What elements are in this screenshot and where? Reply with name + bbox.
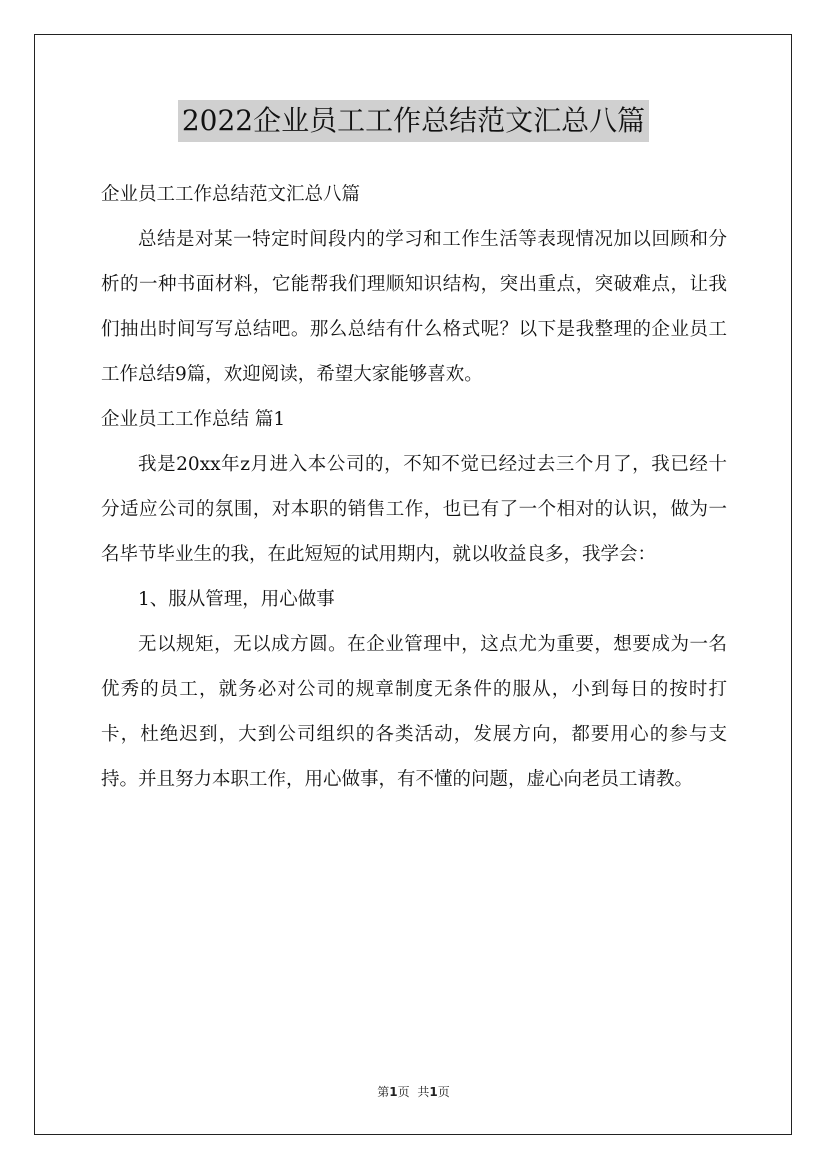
document-title: 2022企业员工工作总结范文汇总八篇	[178, 100, 649, 142]
page-footer	[0, 1082, 827, 1102]
section-heading: 企业员工工作总结 篇1	[101, 409, 286, 430]
page-number-current: 1	[389, 1085, 398, 1099]
title-container	[0, 100, 827, 142]
page-total-prefix: 共	[417, 1085, 430, 1099]
list-item-heading: 1、服从管理，用心做事	[138, 589, 335, 610]
page-number-suffix: 页	[397, 1085, 410, 1099]
page-total-suffix: 页	[437, 1085, 450, 1099]
body-paragraph: 我是20xx年z月进入本公司的，不知不觉已经过去三个月了，我已经十分适应公司的氛围，对本职的销售工作，也已有了一个相对的认识，做为一名毕节毕业生的我，在此短短的试用期内，就以收益良多，我学会：	[101, 454, 727, 565]
body-paragraph: 无以规矩，无以成方圆。在企业管理中，这点尤为重要，想要成为一名优秀的员工，就务必对公司的规章制度无条件的服从，小到每日的按时打卡，杜绝迟到，大到公司组织的各类活动，发展方向，都要用心的参与支持。并且努力本职工作，用心做事，有不懂的问题，虚心向老员工请教。	[101, 634, 727, 790]
document-body	[101, 172, 727, 802]
subtitle-paragraph: 企业员工工作总结范文汇总八篇	[101, 184, 361, 205]
page-total: 1	[429, 1085, 438, 1099]
intro-paragraph: 总结是对某一特定时间段内的学习和工作生活等表现情况加以回顾和分析的一种书面材料，它能帮我们理顺知识结构，突出重点，突破难点，让我们抽出时间写写总结吧。那么总结有什么格式呢？以下是我整理的企业员工工作总结9篇，欢迎阅读，希望大家能够喜欢。	[101, 229, 727, 385]
page-number-prefix: 第	[377, 1085, 390, 1099]
